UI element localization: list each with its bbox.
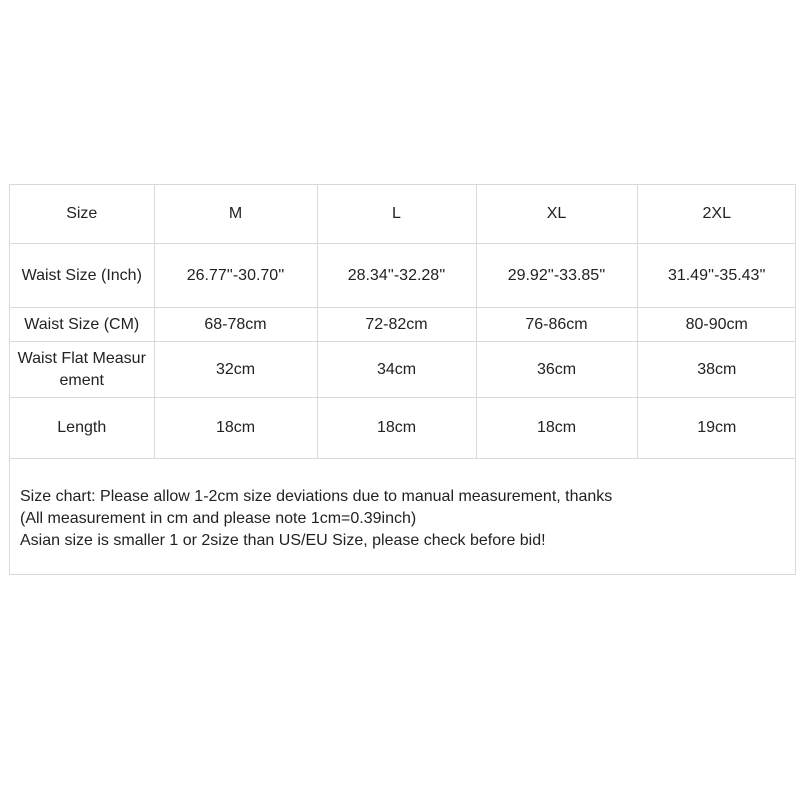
row-label-length: Length bbox=[10, 398, 154, 459]
header-size-m: M bbox=[154, 185, 317, 244]
table-cell: 80-90cm bbox=[637, 308, 796, 342]
header-size-l: L bbox=[317, 185, 476, 244]
table-cell: 19cm bbox=[637, 398, 796, 459]
table-row bbox=[10, 342, 796, 398]
table-cell: 18cm bbox=[317, 398, 476, 459]
table-cell: 68-78cm bbox=[154, 308, 317, 342]
size-chart bbox=[9, 184, 796, 575]
table-row bbox=[10, 308, 796, 342]
table-cell: 26.77''-30.70'' bbox=[154, 244, 317, 308]
header-size-label: Size bbox=[10, 185, 154, 244]
header-size-2xl: 2XL bbox=[637, 185, 796, 244]
table-cell: 31.49''-35.43'' bbox=[637, 244, 796, 308]
table-cell: 76-86cm bbox=[476, 308, 637, 342]
header-size-xl: XL bbox=[476, 185, 637, 244]
table-cell: 18cm bbox=[476, 398, 637, 459]
table-cell: 38cm bbox=[637, 342, 796, 398]
note-line: (All measurement in cm and please note 1cm=0.39inch) bbox=[20, 510, 417, 527]
note-line: Asian size is smaller 1 or 2size than US/EU Size, please check before bid! bbox=[20, 532, 546, 549]
table-cell: 28.34''-32.28'' bbox=[317, 244, 476, 308]
table-cell: 18cm bbox=[154, 398, 317, 459]
table-cell: 72-82cm bbox=[317, 308, 476, 342]
table-row bbox=[10, 398, 796, 459]
row-label-waist-flat: Waist Flat Measurement bbox=[10, 342, 154, 398]
row-label-waist-cm: Waist Size (CM) bbox=[10, 308, 154, 342]
table-cell: 29.92''-33.85'' bbox=[476, 244, 637, 308]
table-cell: 34cm bbox=[317, 342, 476, 398]
size-table bbox=[10, 185, 796, 459]
table-header-row bbox=[10, 185, 796, 244]
table-cell: 32cm bbox=[154, 342, 317, 398]
table-cell: 36cm bbox=[476, 342, 637, 398]
note-line: Size chart: Please allow 1-2cm size deviations due to manual measurement, thanks bbox=[20, 488, 613, 505]
row-label-waist-inch: Waist Size (Inch) bbox=[10, 244, 154, 308]
size-notes bbox=[20, 486, 785, 552]
table-row bbox=[10, 244, 796, 308]
